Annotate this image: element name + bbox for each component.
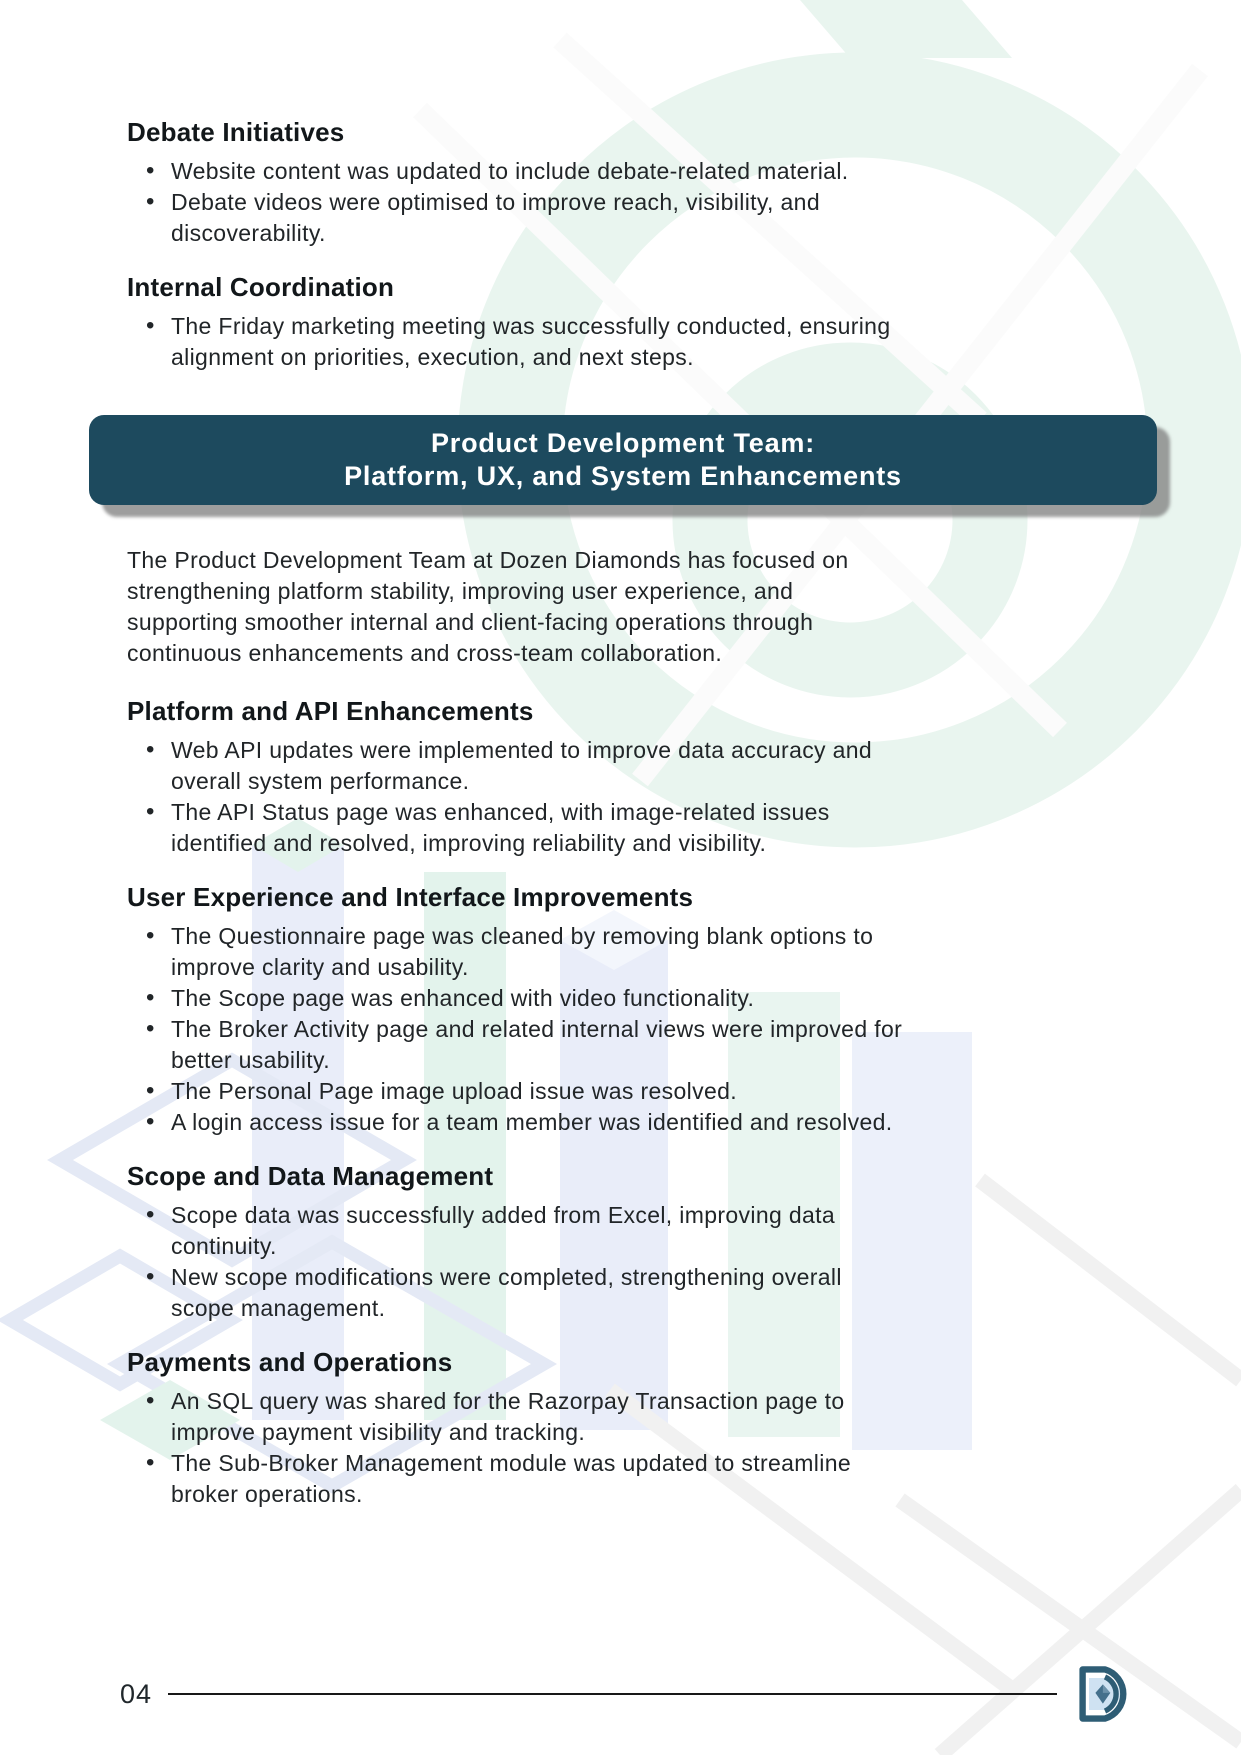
section-banner bbox=[89, 415, 1157, 505]
section-heading: Debate Initiatives bbox=[127, 117, 345, 147]
dozen-diamonds-logo-icon bbox=[1073, 1665, 1137, 1723]
banner-title-line2: Platform, UX, and System Enhancements bbox=[344, 461, 902, 491]
bullet-list bbox=[127, 1386, 1241, 1510]
bullet-item: • The Personal Page image upload issue was resolved. bbox=[171, 1076, 1076, 1107]
bullet-item: • Web API updates were implemented to improve data accuracy and overall system performance. bbox=[171, 735, 1076, 797]
top-sections bbox=[127, 116, 1241, 373]
banner-title-line1: Product Development Team: bbox=[430, 428, 816, 458]
bullet-item: • Debate videos were optimised to improve reach, visibility, and discoverability. bbox=[171, 187, 1076, 249]
section-heading: Platform and API Enhancements bbox=[127, 696, 534, 726]
report-section bbox=[127, 271, 1241, 373]
section-heading: Internal Coordination bbox=[127, 272, 395, 302]
intro-paragraph: The Product Development Team at Dozen Diamonds has focused on strengthening platform stability, improving user experience, and supporting smoother internal and client-facing operations through continuous enhancements and cross-team collaboration. bbox=[127, 547, 849, 666]
bullet-item: • New scope modifications were completed, strengthening overall scope management. bbox=[171, 1262, 1076, 1324]
bullet-list bbox=[127, 311, 1241, 373]
bullet-list bbox=[127, 156, 1241, 249]
report-section bbox=[127, 1160, 1241, 1324]
bullet-item: • A login access issue for a team member was identified and resolved. bbox=[171, 1107, 1076, 1138]
bullet-item: • Scope data was successfully added from Excel, improving data continuity. bbox=[171, 1200, 1076, 1262]
main-sections bbox=[127, 695, 1241, 1510]
bullet-list bbox=[127, 735, 1241, 859]
bullet-item: • The Questionnaire page was cleaned by removing blank options to improve clarity and usability. bbox=[171, 921, 1076, 983]
report-section bbox=[127, 695, 1241, 859]
report-section bbox=[127, 1346, 1241, 1510]
report-section bbox=[127, 881, 1241, 1138]
report-section bbox=[127, 116, 1241, 249]
bullet-item: • The Scope page was enhanced with video functionality. bbox=[171, 983, 1076, 1014]
bullet-list bbox=[127, 921, 1241, 1138]
footer-rule bbox=[168, 1693, 1057, 1695]
bullet-item: • The Friday marketing meeting was successfully conducted, ensuring alignment on priorities, execution, and next steps. bbox=[171, 311, 1076, 373]
bullet-item: • The API Status page was enhanced, with image-related issues identified and resolved, improving reliability and visibility. bbox=[171, 797, 1076, 859]
bullet-item: • Website content was updated to include debate-related material. bbox=[171, 156, 1076, 187]
section-heading: User Experience and Interface Improvements bbox=[127, 882, 694, 912]
section-heading: Payments and Operations bbox=[127, 1347, 453, 1377]
bullet-item: • The Broker Activity page and related internal views were improved for better usability. bbox=[171, 1014, 1076, 1076]
bullet-list bbox=[127, 1200, 1241, 1324]
bullet-item: • The Sub-Broker Management module was updated to streamline broker operations. bbox=[171, 1448, 1076, 1510]
page-footer bbox=[120, 1665, 1137, 1723]
page-number: 04 bbox=[120, 1678, 153, 1709]
section-heading: Scope and Data Management bbox=[127, 1161, 494, 1191]
bullet-item: • An SQL query was shared for the Razorpay Transaction page to improve payment visibility and tracking. bbox=[171, 1386, 1076, 1448]
